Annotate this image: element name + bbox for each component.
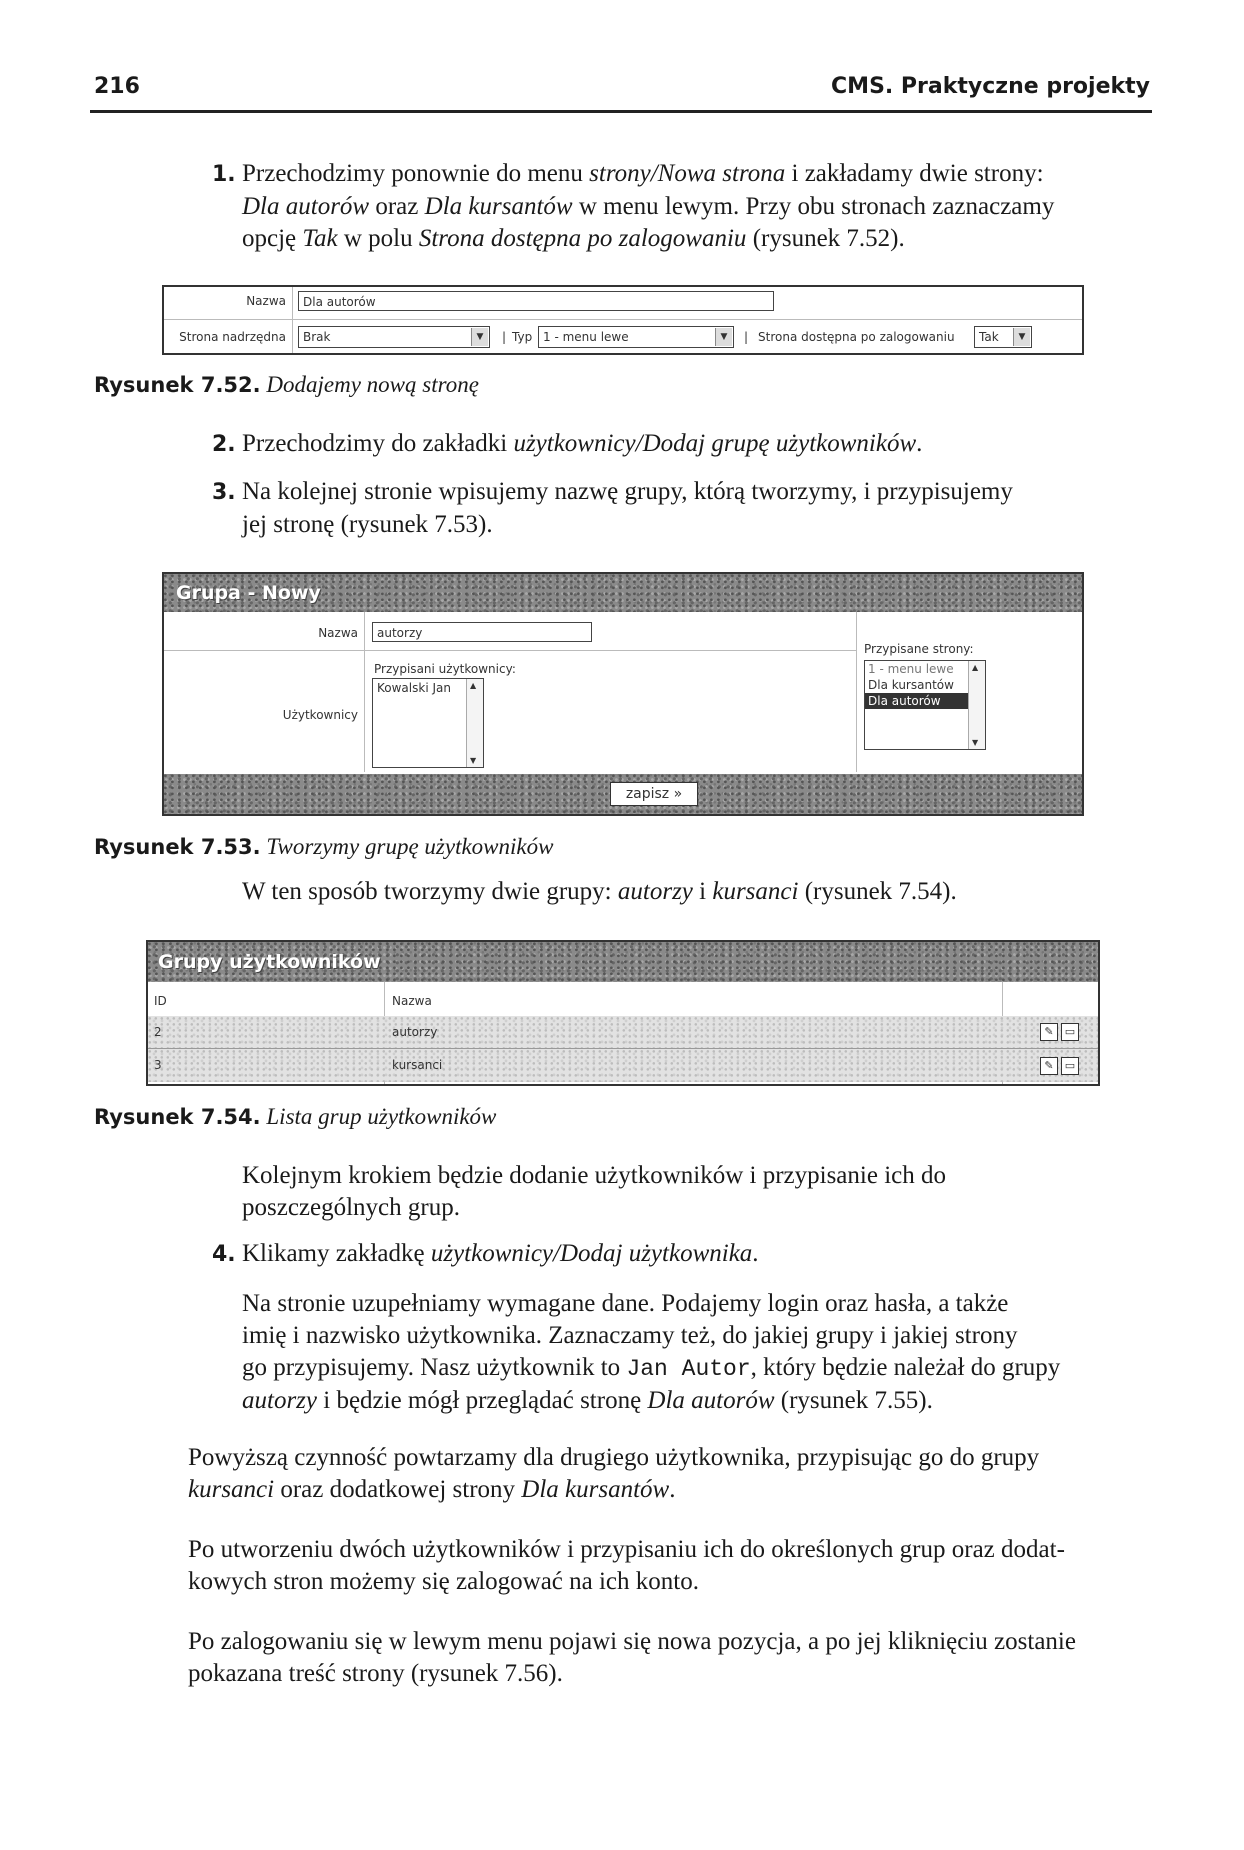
text: Po utworzeniu dwóch użytkowników i przypisaniu ich do określonych grup oraz dodat- xyxy=(188,1536,1065,1563)
paragraph-after xyxy=(188,1534,1152,1598)
list-item-selected[interactable]: Dla autorów xyxy=(865,693,968,709)
text: i xyxy=(692,878,713,905)
text-italic: użytkownicy/Dodaj użytkownika xyxy=(430,1240,753,1267)
table-header xyxy=(148,982,1098,1016)
step-number: 1. xyxy=(212,162,236,187)
text: Kolejnym krokiem będzie dodanie użytkowników i przypisanie ich do xyxy=(242,1162,946,1189)
select-value: 1 - menu lewe xyxy=(543,330,629,344)
text: i będzie mógł przeglądać stronę xyxy=(317,1387,648,1414)
paragraph-next-step xyxy=(242,1160,1142,1224)
separator: | xyxy=(744,330,749,344)
text: w polu xyxy=(337,225,419,252)
paragraph-fill-form xyxy=(242,1288,1142,1417)
text: W ten sposób tworzymy dwie grupy: xyxy=(242,878,618,905)
step-number: 2. xyxy=(212,432,236,457)
separator: | xyxy=(502,330,507,344)
text: poszczególnych grup. xyxy=(242,1194,460,1221)
caption-text: Lista grup użytkowników xyxy=(266,1104,497,1129)
caption-label: Rysunek 7.52. xyxy=(94,373,261,397)
text: (rysunek 7.52). xyxy=(746,225,905,252)
scrollbar[interactable] xyxy=(968,661,985,749)
step-2 xyxy=(212,428,1132,461)
chevron-down-icon: ▼ xyxy=(715,328,732,346)
caption-text: Dodajemy nową stronę xyxy=(266,372,479,397)
text: (rysunek 7.54). xyxy=(798,878,957,905)
assigned-users-list[interactable] xyxy=(372,678,484,768)
text-italic: strony/Nowa strona xyxy=(589,160,786,187)
paragraph-groups xyxy=(242,876,1142,908)
cell-id: 3 xyxy=(154,1058,162,1072)
text-italic: autorzy xyxy=(617,878,693,905)
assigned-users-label: Przypisani użytkownicy: xyxy=(374,662,516,676)
text-italic: Tak xyxy=(302,225,338,252)
figure-7-52-new-page-form xyxy=(162,285,1084,355)
page-number: 216 xyxy=(94,74,140,99)
text-italic: kursanci xyxy=(712,878,799,905)
panel-footer xyxy=(164,774,1082,814)
step-3 xyxy=(212,476,1132,541)
text-italic: autorzy xyxy=(242,1387,317,1414)
select-value: Brak xyxy=(303,330,331,344)
text: pokazana treść strony (rysunek 7.56). xyxy=(188,1660,563,1687)
text: Przechodzimy do zakładki xyxy=(242,430,514,457)
text: Powyższą czynność powtarzamy dla drugiego użytkownika, przypisując go do grupy xyxy=(188,1444,1040,1471)
step-number: 4. xyxy=(212,1242,236,1267)
text-italic: Dla kursantów xyxy=(424,193,573,220)
caption-text: Tworzymy grupę użytkowników xyxy=(266,834,554,859)
column-header-id: ID xyxy=(154,994,167,1008)
text: Przechodzimy ponownie do menu xyxy=(242,160,590,187)
panel-header xyxy=(148,942,1098,982)
text: go przypisujemy. Nasz użytkownik to xyxy=(242,1354,627,1381)
name-label: Nazwa xyxy=(318,626,358,640)
book-title: CMS. Praktyczne projekty xyxy=(831,74,1150,99)
delete-icon[interactable]: ▭ xyxy=(1061,1023,1079,1041)
text: (rysunek 7.55). xyxy=(774,1387,933,1414)
figure-7-54-groups-list xyxy=(146,940,1100,1086)
scroll-up-icon[interactable]: ▲ xyxy=(972,663,979,672)
text: oraz xyxy=(369,193,425,220)
save-button[interactable]: zapisz » xyxy=(610,782,698,806)
caption-label: Rysunek 7.54. xyxy=(94,1105,261,1129)
name-field[interactable]: Dla autorów xyxy=(298,291,774,311)
step-number: 3. xyxy=(212,480,236,505)
paragraph-login xyxy=(188,1626,1152,1690)
caption-7-52 xyxy=(94,372,479,398)
type-select[interactable] xyxy=(538,326,734,348)
figure-7-53-new-group-form xyxy=(162,572,1084,816)
select-value: Tak xyxy=(979,330,999,344)
edit-icon[interactable]: ✎ xyxy=(1040,1023,1058,1041)
panel-header xyxy=(164,574,1082,612)
text-italic: Dla kursantów xyxy=(521,1476,670,1503)
text-italic: kursanci xyxy=(188,1476,275,1503)
parent-page-label: Strona nadrzędna xyxy=(179,330,286,344)
chevron-down-icon: ▼ xyxy=(471,328,488,346)
text-italic: Dla autorów xyxy=(242,193,370,220)
text: i zakładamy dwie strony: xyxy=(785,160,1044,187)
text-italic: użytkownicy/Dodaj grupę użytkowników xyxy=(513,430,917,457)
text: . xyxy=(669,1476,676,1503)
caption-7-54 xyxy=(94,1104,496,1130)
list-item[interactable]: Kowalski Jan xyxy=(377,681,451,695)
step-1 xyxy=(212,158,1132,255)
scrollbar[interactable] xyxy=(466,679,483,767)
users-label: Użytkownicy xyxy=(282,708,358,722)
text: Po zalogowaniu się w lewym menu pojawi się nowa pozycja, a po jej kliknięciu zostanie xyxy=(188,1628,1076,1655)
divider xyxy=(164,650,856,651)
text: Na stronie uzupełniamy wymagane dane. Podajemy login oraz hasła, a także xyxy=(242,1290,1009,1317)
cell-id: 2 xyxy=(154,1025,162,1039)
table-row[interactable] xyxy=(148,1016,1098,1048)
text: . xyxy=(916,430,923,457)
assigned-pages-list[interactable] xyxy=(864,660,986,750)
divider xyxy=(292,287,293,353)
text: oraz dodatkowej strony xyxy=(274,1476,522,1503)
list-item[interactable]: Dla kursantów xyxy=(868,678,954,692)
edit-icon[interactable]: ✎ xyxy=(1040,1057,1058,1075)
text: opcję xyxy=(242,225,303,252)
scroll-down-icon[interactable]: ▼ xyxy=(470,756,477,765)
code-text: Jan Autor xyxy=(626,1356,751,1382)
text-italic: Strona dostępna po zalogowaniu xyxy=(418,225,747,252)
divider xyxy=(856,612,857,772)
text: imię i nazwisko użytkownika. Zaznaczamy też, do jakiej grupy i jakiej strony xyxy=(242,1322,1018,1349)
scroll-up-icon[interactable]: ▲ xyxy=(470,681,477,690)
text: , który będzie należał do grupy xyxy=(750,1354,1061,1381)
login-required-select[interactable] xyxy=(974,326,1032,348)
text: Na kolejnej stronie wpisujemy nazwę grupy, którą tworzymy, i przypisujemy xyxy=(242,478,1013,505)
text: kowych stron możemy się zalogować na ich konto. xyxy=(188,1568,699,1595)
text: Klikamy zakładkę xyxy=(242,1240,431,1267)
text: jej stronę (rysunek 7.53). xyxy=(242,511,493,538)
cell-name: autorzy xyxy=(392,1025,438,1039)
divider xyxy=(164,319,1082,320)
divider xyxy=(364,612,365,772)
chevron-down-icon: ▼ xyxy=(1013,328,1030,346)
group-name-field[interactable]: autorzy xyxy=(372,622,592,642)
parent-page-select[interactable] xyxy=(298,326,490,348)
scroll-down-icon[interactable]: ▼ xyxy=(972,738,979,747)
running-header xyxy=(90,70,1152,113)
login-required-label: Strona dostępna po zalogowaniu xyxy=(758,330,955,344)
column-header-name: Nazwa xyxy=(392,994,432,1008)
assigned-pages-label: Przypisane strony: xyxy=(864,642,974,656)
paragraph-repeat xyxy=(188,1442,1152,1506)
caption-label: Rysunek 7.53. xyxy=(94,835,261,859)
text: w menu lewym. Przy obu stronach zaznaczamy xyxy=(572,193,1055,220)
caption-7-53 xyxy=(94,834,553,860)
list-item[interactable]: 1 - menu lewe xyxy=(868,662,954,676)
panel-title: Grupy użytkowników xyxy=(158,951,381,973)
text: . xyxy=(752,1240,759,1267)
panel-title: Grupa - Nowy xyxy=(176,582,321,604)
step-4 xyxy=(212,1238,1132,1271)
table-row[interactable] xyxy=(148,1049,1098,1082)
name-label: Nazwa xyxy=(246,294,286,308)
cell-name: kursanci xyxy=(392,1058,443,1072)
text-italic: Dla autorów xyxy=(647,1387,775,1414)
type-label: Typ xyxy=(512,330,533,344)
delete-icon[interactable]: ▭ xyxy=(1061,1057,1079,1075)
